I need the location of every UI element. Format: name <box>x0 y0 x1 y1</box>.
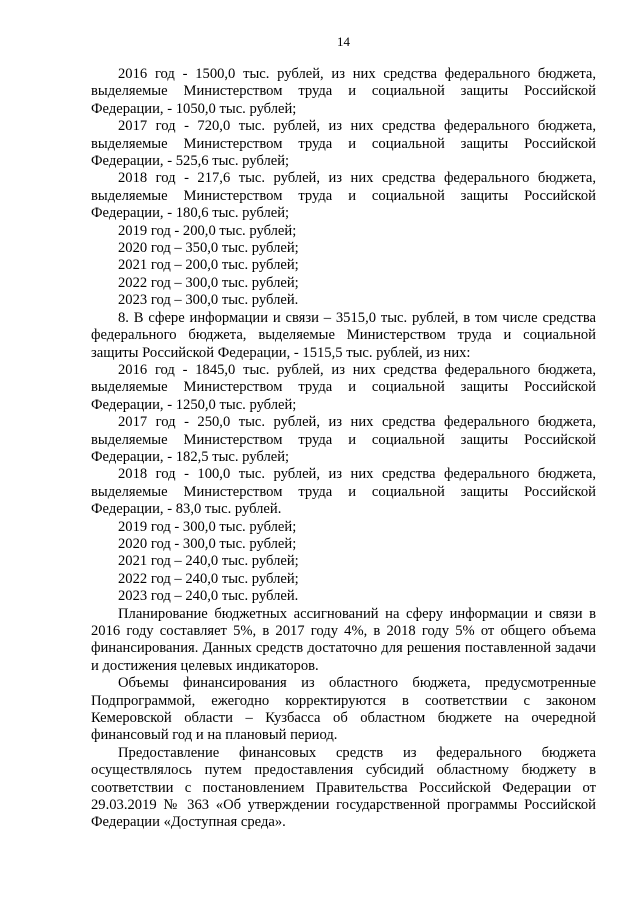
paragraph-planning: Планирование бюджетных ассигнований на сферу информации и связи в 2016 году составляет 5%, в 2017 году 4%, в 2018 году 5% от общего объема финансирования. Данных средств достаточно для решения поставленной задачи и достижения целевых индикаторов. <box>91 605 596 674</box>
paragraph-2016-info: 2016 год - 1845,0 тыс. рублей, из них средства федерального бюджета, выделяемые Министерством труда и социальной защиты Российской Федерации, - 1250,0 тыс. рублей; <box>91 361 596 413</box>
line-2023-info: 2023 год – 240,0 тыс. рублей. <box>118 588 299 605</box>
paragraph-section-8-info: 8. В сфере информации и связи – 3515,0 тыс. рублей, в том числе средства федерального бюджета, выделяемые Министерством труда и социальной защиты Российской Федерации, - 1515,5 тыс. рублей, из них: <box>91 309 596 361</box>
line-2022-info: 2022 год – 240,0 тыс. рублей; <box>118 570 299 587</box>
paragraph-federal-funds: Предоставление финансовых средств из федерального бюджета осуществлялось путем предоставления субсидий областному бюджету в соответствии с постановлением Правительства Российской Федерации от 29.03.2019 № 363 «Об утверждении государственной программы Российской Федерации «Доступная среда». <box>91 744 596 831</box>
paragraph-2017-funding: 2017 год - 720,0 тыс. рублей, из них средства федерального бюджета, выделяемые Министерством труда и социальной защиты Российской Федерации, - 525,6 тыс. рублей; <box>91 118 596 170</box>
body-text <box>91 66 596 832</box>
line-2022-funding: 2022 год – 300,0 тыс. рублей; <box>118 274 299 291</box>
paragraph-2018-funding: 2018 год - 217,6 тыс. рублей, из них средства федерального бюджета, выделяемые Министерством труда и социальной защиты Российской Федерации, - 180,6 тыс. рублей; <box>91 170 596 222</box>
line-2021-funding: 2021 год – 200,0 тыс. рублей; <box>118 257 299 274</box>
line-2019-funding: 2019 год - 200,0 тыс. рублей; <box>118 222 297 239</box>
line-2019-info: 2019 год - 300,0 тыс. рублей; <box>118 518 297 535</box>
paragraph-2017-info: 2017 год - 250,0 тыс. рублей, из них средства федерального бюджета, выделяемые Министерством труда и социальной защиты Российской Федерации, - 182,5 тыс. рублей; <box>91 414 596 465</box>
paragraph-2018-info: 2018 год - 100,0 тыс. рублей, из них средства федерального бюджета, выделяемые Министерством труда и социальной защиты Российской Федерации, - 83,0 тыс. рублей. <box>91 466 596 518</box>
line-2020-funding: 2020 год – 350,0 тыс. рублей; <box>118 240 299 257</box>
line-2023-funding: 2023 год – 300,0 тыс. рублей. <box>118 292 299 309</box>
paragraph-2016-funding: 2016 год - 1500,0 тыс. рублей, из них средства федерального бюджета, выделяемые Министерством труда и социальной защиты Российской Федерации, - 1050,0 тыс. рублей; <box>91 66 596 117</box>
line-2021-info: 2021 год – 240,0 тыс. рублей; <box>118 553 299 570</box>
page-number: 14 <box>337 34 350 49</box>
line-2020-info: 2020 год - 300,0 тыс. рублей; <box>118 535 297 552</box>
paragraph-regional-budget: Объемы финансирования из областного бюджета, предусмотренные Подпрограммой, ежегодно корректируются в соответствии с законом Кемеровской области – Кузбасса об областном бюджете на очередной финансовый год и на плановый период. <box>91 675 596 744</box>
